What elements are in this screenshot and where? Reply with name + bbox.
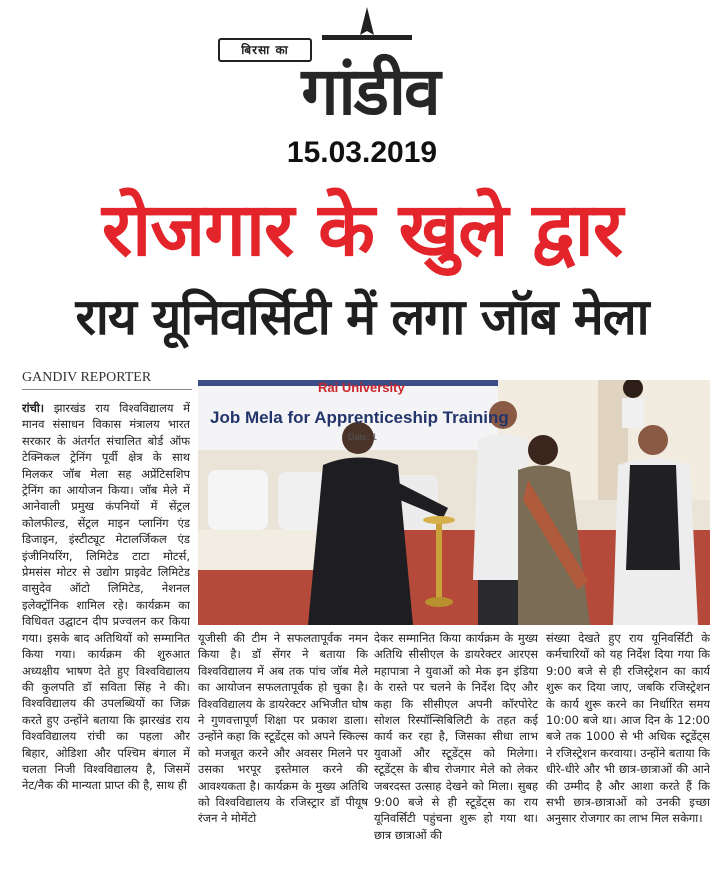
banner-title: Job Mela for Apprenticeship Training <box>210 408 509 427</box>
article-column-1-text: झारखंड राय विश्वविद्यालय में मानव संसाधन विकास मंत्रालय भारत सरकार के अंतर्गत संचालित बोर्ड ऑफ टेक्निकल ट्रेनिंग पूर्वी क्षेत्र के साथ मिलकर जॉब मेला सह अप्रेंटिसशिप ट्रेनिंग का आयोजन किया। जॉब मेले में आनेवाली प्रमुख कंपनियों में सेंट्रल कोलफील्ड, सेंट्रल माइन प्लानिंग एंड डिजाइन, इंस्टीट्यूट मेटालर्जिकल एंड इंजीनियरिंग, लिमिटेड टाटा मोटर्स, प्रेमसंस मोटर से उद्योग प्राइवेट लिमिटेड वासुदेव ऑटो लिमिटेड, नेशनल इलेक्ट्रॉनिक शामिल रहे। कार्यक्रम का विधिवत उद्घाटन दीप प्रज्वलन कर किया गया। इसके बाद अतिथियों को सम्मानित किया गया। कार्यक्रम की शुरुआत अध्यक्षीय भाषण देते हुए विश्वविद्यालय की कुलपति डॉ सविता सिंह ने की। विश्वविद्यालय की उपलब्धियों का जिक्र करते हुए उन्होंने बताया कि झारखंड राय विश्वविद्यालय रांची का पहला और बिहार, ओडिशा और पश्चिम बंगाल में चलता निजी विश्वविद्यालय है, जिसमें नेट/नैक की मान्यता प्राप्त की है, साथ ही <box>22 401 190 793</box>
article-column-2: यूजीसी की टीम ने सफलतापूर्वक नमन किया है। डॉ सेंगर ने बताया कि विश्वविद्यालय में अब तक पांच जॉब मेले का आयोजन सफलतापूर्वक हो चुका है। विश्वविद्यालय के डायरेक्टर अभिजीत घोष ने गुणवत्तापूर्ण शिक्षा पर प्रकाश डाला। उन्होंने कहा कि स्टूडेंट्स को अपने स्किल्स को मजबूत करने और अवसर मिलने पर उसका भरपूर इस्तेमाल करने की आवश्यकता है। कार्यक्रम के मुख्य अतिथि को विश्वविद्यालय के रजिस्ट्रार डॉ पीयूष रंजन ने मोमेंटो <box>198 631 368 826</box>
publication-date: 15.03.2019 <box>286 136 438 169</box>
masthead-small-label: बिरसा का <box>218 38 312 62</box>
dateline-place: रांची। <box>22 401 45 415</box>
newspaper-masthead <box>0 0 724 132</box>
banner-university-name: Rai University <box>318 380 405 395</box>
article-column-1 <box>22 400 190 886</box>
masthead-title: गांडीव <box>301 53 439 130</box>
article-column-3: देकर सम्मानित किया कार्यक्रम के मुख्य अतिथि सीसीएल के डायरेक्टर आरएस महापात्रा ने युवाओं को मेक इन इंडिया के रास्ते पर चलने के निर्देश दिए और कहा कि सीसीएल अपनी कॉरपोरेट सोशल रिस्पॉन्सिबिलिटी के तहत कई कार्य कर रहा है, जिसका सीधा लाभ युवाओं और स्टूडेंट्स को मिलेगा। स्टूडेंट्स के बीच रोजगार मेले को लेकर जबरदस्त उत्साह देखने को मिला। सुबह 9:00 बजे से ही स्टूडेंट्स का राय यूनिवर्सिटी पहुंचना शुरू हो गया था। छात्र छात्राओं की <box>374 631 538 842</box>
subheadline: राय यूनिवर्सिटी में लगा जॉब मेला <box>75 288 649 346</box>
event-photo <box>198 380 710 625</box>
article-column-4: संख्या देखते हुए राय यूनिवर्सिटी के कर्मचारियों को यह निर्देश दिया गया कि 9:00 बजे से ही रजिस्ट्रेशन का कार्य शुरू कर दिया जाए, जबकि रजिस्ट्रेशन के कार्य शुरू करने का निर्धारित समय 10:00 बजे था। आज दिन के 12:00 बजे तक 1000 से भी अधिक स्टूडेंट्स ने रजिस्ट्रेशन करवाया। उन्होंने बताया कि धीरे-धीरे और भी छात्र-छात्राओं की आने की उम्मीद है और आशा करते हैं कि सभी छात्र-छात्राओं को उनकी इच्छा अनुसार रोजगार का लाभ मिल सकेगा। <box>546 631 710 826</box>
headline: रोजगार के खुले द्वार <box>101 187 623 273</box>
byline: GANDIV REPORTER <box>22 370 192 390</box>
banner-date: Date: 1 <box>348 432 378 442</box>
